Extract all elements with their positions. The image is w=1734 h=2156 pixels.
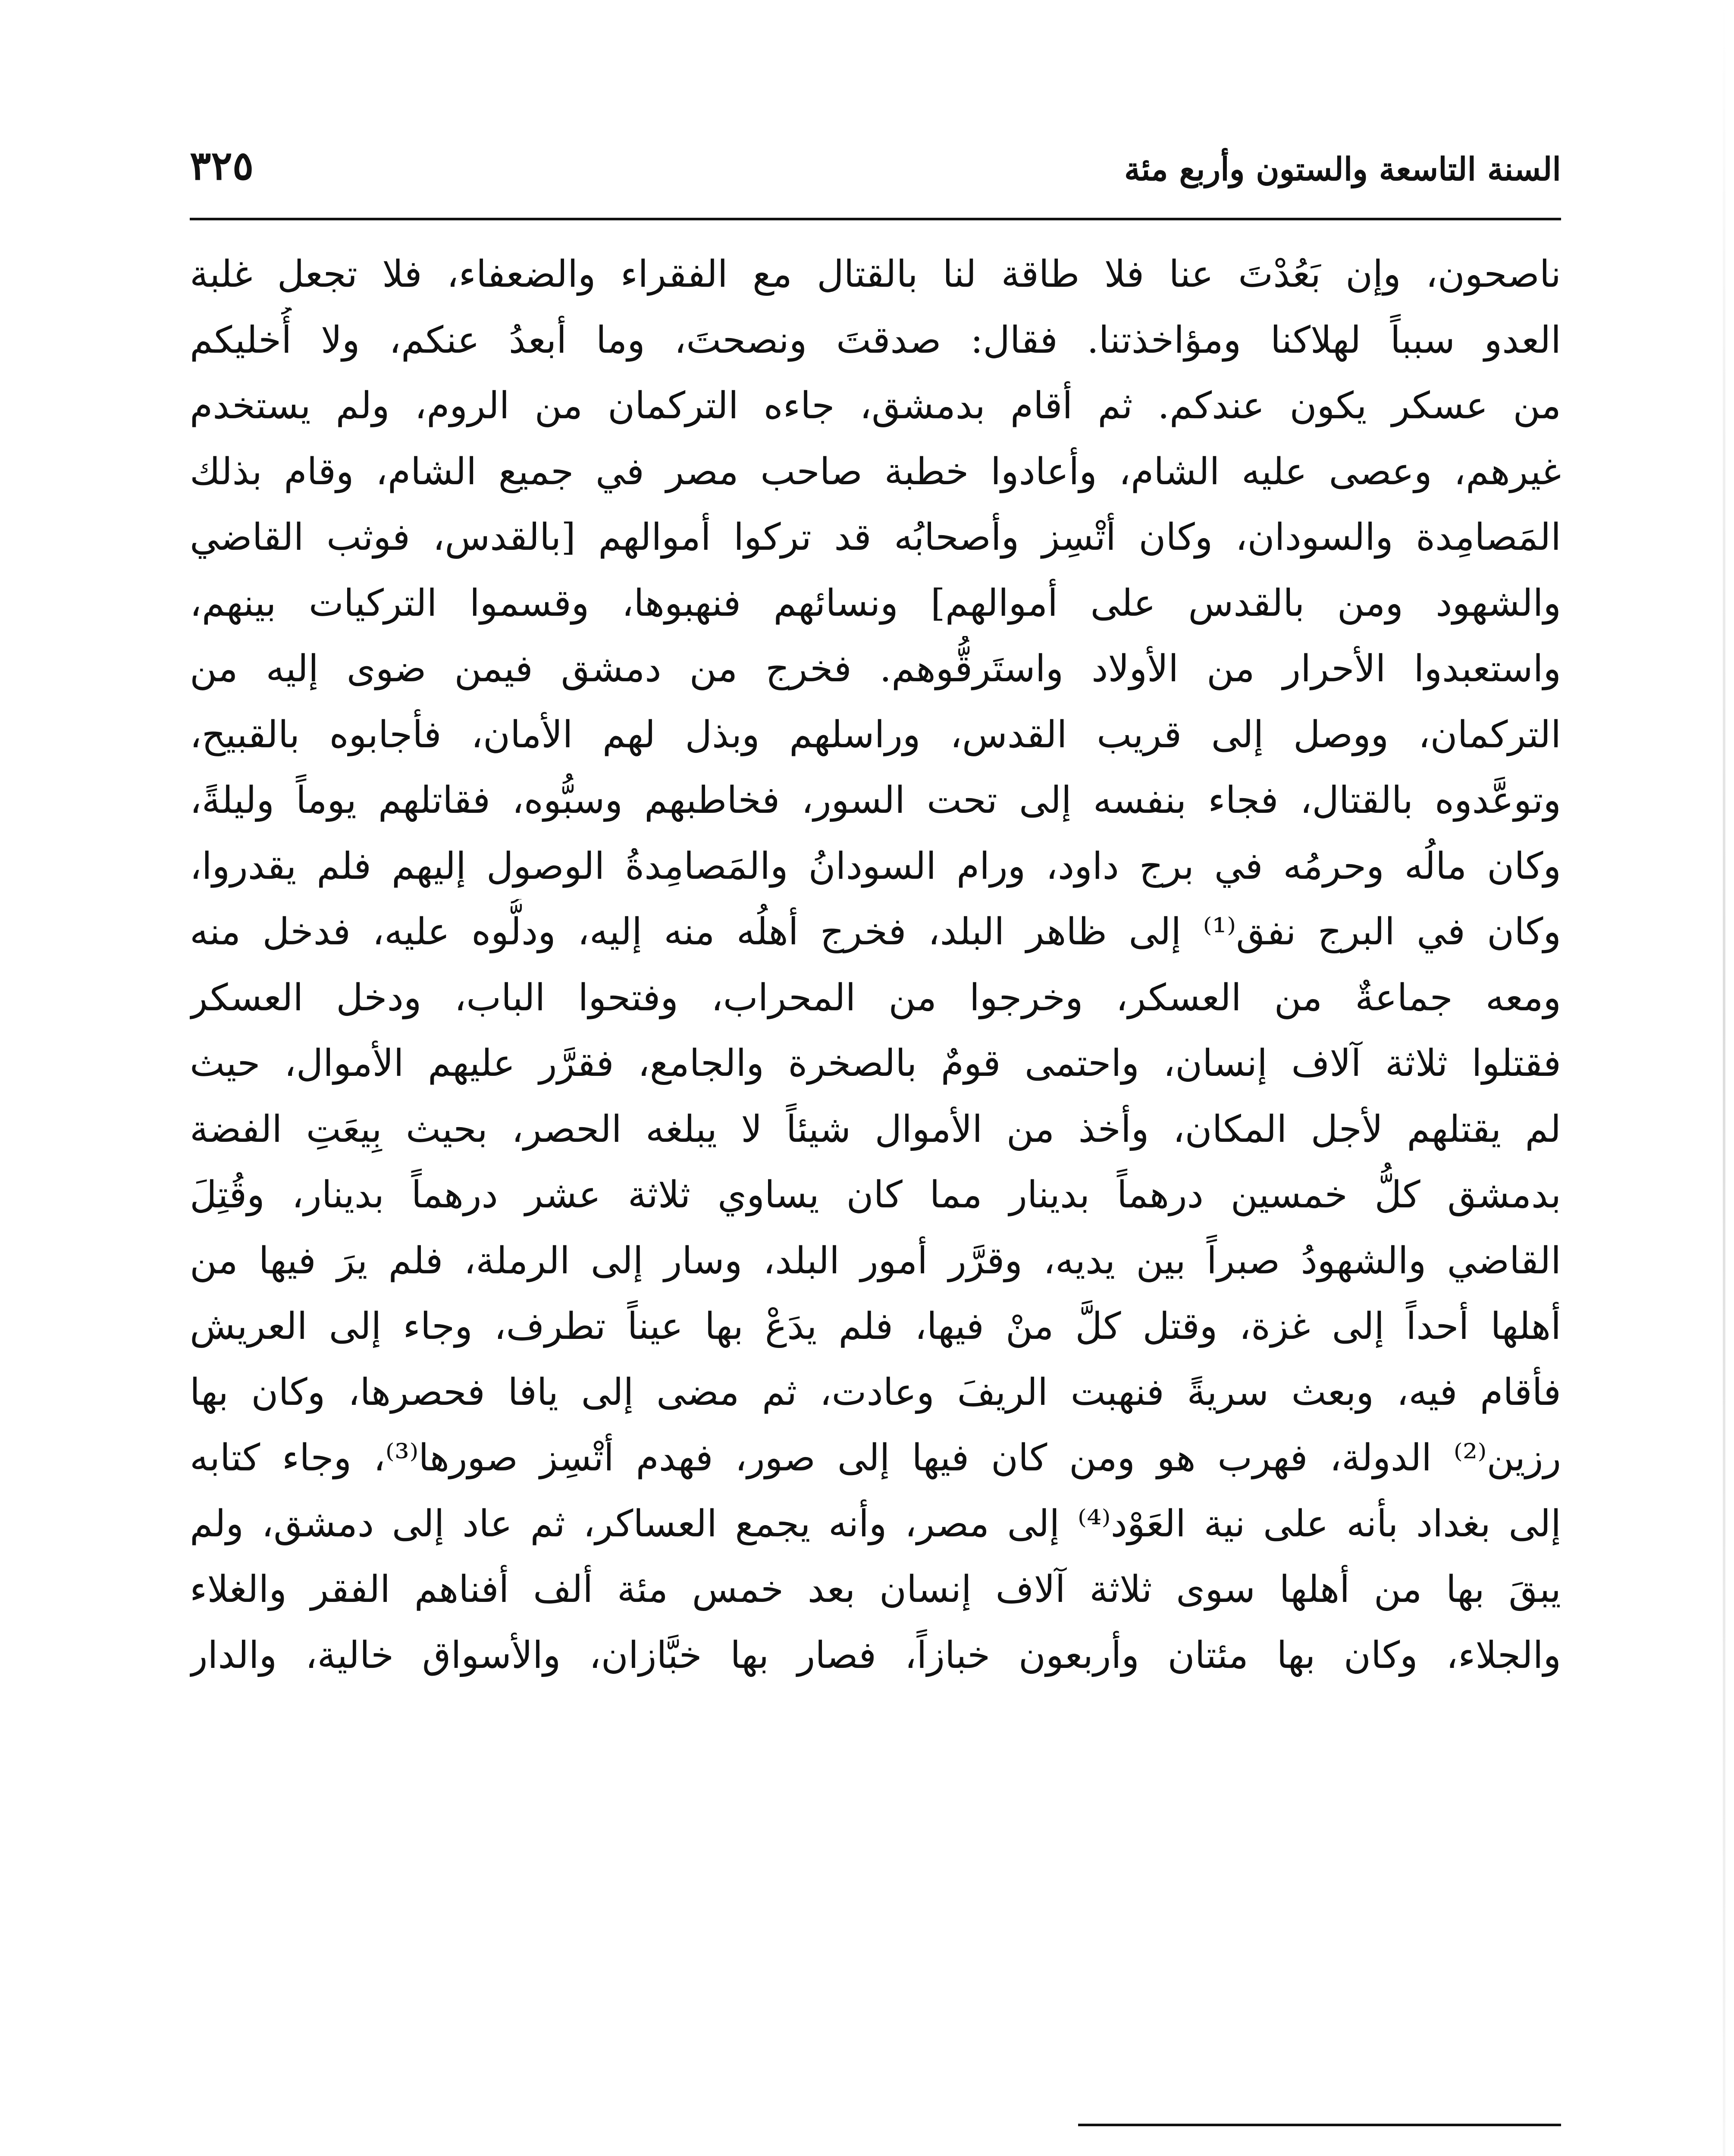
text-line: من عسكر يكون عندكم. ثم أقام بدمشق، جاءه التركمان من الروم، ولم يستخدم xyxy=(190,384,1561,427)
text-line: التركمان، ووصل إلى قريب القدس، وراسلهم وبذل لهم الأمان، فأجابوه بالقبيح، xyxy=(190,713,1561,756)
text-line: يبقَ بها من أهلها سوى ثلاثة آلاف إنسان بعد خمس مئة ألف أفناهم الفقر والغلاء xyxy=(190,1568,1561,1611)
page-header xyxy=(190,142,1561,207)
text-line: وكان مالُه وحرمُه في برج داود، ورام السودانُ والمَصامِدةُ الوصول إليهم فلم يقدروا، xyxy=(190,844,1561,888)
text-line: وكان في البرج نفق⁽¹⁾ إلى ظاهر البلد، فخرج أهلُه منه إليه، ودلُّوه عليه، فدخل منه xyxy=(190,910,1561,953)
text-line: لم يقتلهم لأجل المكان، وأخذ من الأموال شيئاً لا يبلغه الحصر، بحيث بِيعَتِ الفضة xyxy=(190,1107,1561,1151)
text-line: وتوعَّدوه بالقتال، فجاء بنفسه إلى تحت السور، فخاطبهم وسبُّوه، فقاتلهم يوماً وليلةً، xyxy=(190,779,1561,822)
text-line: واستعبدوا الأحرار من الأولاد واستَرقُّوهم. فخرج من دمشق فيمن ضوى إليه من xyxy=(190,647,1561,690)
text-line: فأقام فيه، وبعث سريةً فنهبت الريفَ وعادت، ثم مضى إلى يافا فحصرها، وكان بها xyxy=(190,1370,1561,1414)
footnote-1 xyxy=(604,2152,1561,2156)
footnotes xyxy=(604,2152,1561,2156)
text-line: القاضي والشهودُ صبراً بين يديه، وقرَّر أمور البلد، وسار إلى الرملة، فلم يرَ فيها من xyxy=(190,1239,1561,1282)
header-divider xyxy=(190,218,1561,220)
text-line: المَصامِدة والسودان، وكان أتْسِز وأصحابُه قد تركوا أموالهم [بالقدس، فوثب القاضي xyxy=(190,516,1561,559)
text-line: غيرهم، وعصى عليه الشام، وأعادوا خطبة صاحب مصر في جميع الشام، وقام بذلك xyxy=(190,450,1561,493)
text-line: ناصحون، وإن بَعُدْتَ عنا فلا طاقة لنا بالقتال مع الفقراء والضعفاء، فلا تجعل غلبة xyxy=(190,253,1561,296)
text-line: أهلها أحداً إلى غزة، وقتل كلَّ منْ فيها، فلم يدَعْ بها عيناً تطرف، وجاء إلى العريش xyxy=(190,1305,1561,1348)
running-title: السنة التاسعة والستون وأربع مئة xyxy=(1124,151,1561,188)
main-text xyxy=(190,241,1561,1688)
text-line: والشهود ومن بالقدس على أموالهم] ونسائهم فنهبوها، وقسموا التركيات بينهم، xyxy=(190,581,1561,625)
footnote-divider xyxy=(1078,2124,1561,2126)
text-line: والجلاء، وكان بها مئتان وأربعون خبازاً، فصار بها خبَّازان، والأسواق خالية، والدار xyxy=(190,1633,1561,1677)
text-line: بدمشق كلُّ خمسين درهماً بدينار مما كان يساوي ثلاثة عشر درهماً بدينار، وقُتِلَ xyxy=(190,1173,1561,1216)
scan-edge-shadow xyxy=(1723,0,1725,2156)
text-line: فقتلوا ثلاثة آلاف إنسان، واحتمى قومٌ بالصخرة والجامع، فقرَّر عليهم الأموال، حيث xyxy=(190,1042,1561,1085)
page-number: ٣٢٥ xyxy=(190,142,254,189)
text-line: إلى بغداد بأنه على نية العَوْد⁽⁴⁾ إلى مصر، وأنه يجمع العساكر، ثم عاد إلى دمشق، ولم xyxy=(190,1502,1561,1545)
text-line: رزين⁽²⁾ الدولة، فهرب هو ومن كان فيها إلى صور، فهدم أتْسِز صورها⁽³⁾، وجاء كتابه xyxy=(190,1436,1561,1479)
text-line: العدو سبباً لهلاكنا ومؤاخذتنا. فقال: صدقتَ ونصحتَ، وما أبعدُ عنكم، ولا أُخليكم xyxy=(190,318,1561,362)
text-line: ومعه جماعةٌ من العسكر، وخرجوا من المحراب، وفتحوا الباب، ودخل العسكر xyxy=(190,976,1561,1019)
